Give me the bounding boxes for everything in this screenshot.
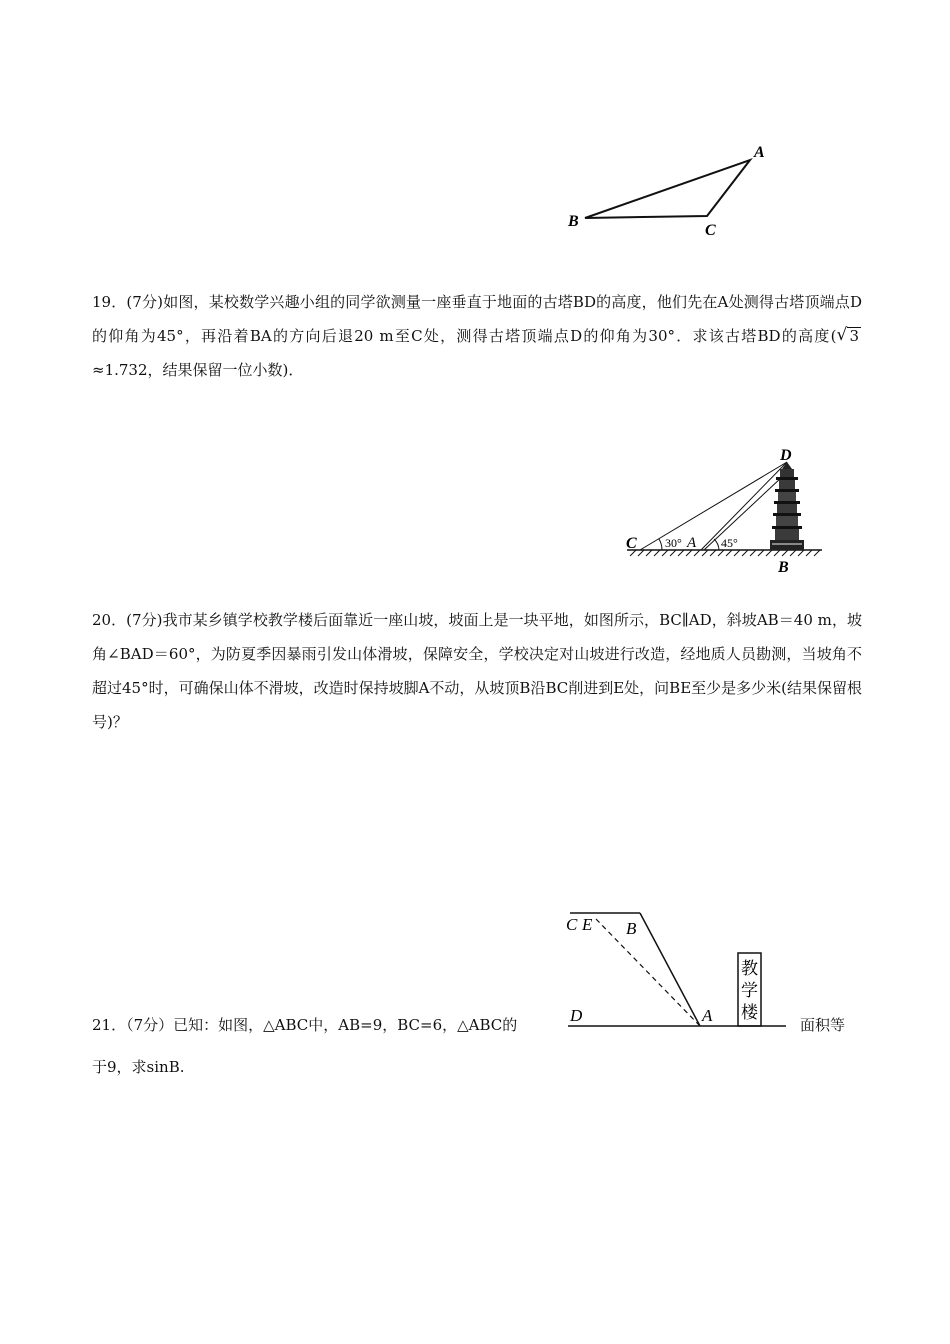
fig20-label-e: E [582, 915, 593, 934]
fig18-label-a: A [754, 144, 765, 161]
problem-19-text-after: ≈1.732，结果保留一位小数)． [92, 361, 304, 379]
fig19-label-b: B [778, 559, 789, 575]
problem-19-text [92, 285, 862, 387]
fig20-label-c: C [566, 915, 578, 934]
triangle-abc [585, 160, 750, 218]
problem-21-text-line2: 于9，求sinB. [92, 1058, 185, 1076]
problem-21-text-end: 面积等 [800, 1016, 846, 1034]
fig19-label-d: D [780, 447, 792, 464]
fig20-label-a: A [702, 1006, 713, 1025]
building-label-3: 楼 [741, 1003, 758, 1022]
problem-19-text-before: 19．(7分)如图，某校数学兴趣小组的同学欲测量一座垂直于地面的古塔BD的高度，他们先在A处测得古塔顶端点D的仰角为45°，再沿着BA的方向后退20 m至C处，测得古塔顶端点D的仰角为30°．求该古塔BD的高度( [92, 293, 862, 345]
pagoda-icon [770, 462, 804, 550]
fig20-label-d: D [570, 1006, 583, 1025]
fig19-angle-30: 30° [665, 536, 682, 550]
sqrt-3-expression [836, 319, 861, 353]
problem-21-text-start: 21．（7分）已知：如图，△ABC中，AB=9，BC=6，△ABC的 [92, 1016, 518, 1034]
fig19-label-c: C [626, 535, 637, 552]
fig19-label-a: A [687, 535, 697, 551]
pagoda-figure [622, 445, 827, 575]
fig19-angle-45: 45° [721, 536, 738, 550]
slope-ab [640, 913, 700, 1026]
problem-20-text: 20．(7分)我市某乡镇学校教学楼后面靠近一座山坡，坡面上是一块平地，如图所示，BC∥AD，斜坡AB＝40 m，坡角∠BAD＝60°，为防夏季因暴雨引发山体滑坡，保障安全，学校决定对山坡进行改造，经地质人员勘测，当坡角不超过45°时，可确保山体不滑坡，改造时保持坡脚A不动，从坡顶B沿BC削进到E处，问BE至少是多少米(结果保留根号)？ [92, 611, 862, 731]
triangle-abc-figure [560, 138, 780, 238]
angle-arc-30 [659, 539, 662, 550]
ground-hatching [630, 550, 820, 556]
sqrt-sign-icon: √ [836, 325, 848, 345]
fig20-label-b: B [626, 919, 637, 938]
sqrt-radicand: 3 [849, 327, 859, 345]
fig18-label-c: C [705, 222, 716, 238]
angle-arc-45 [714, 539, 719, 550]
building-label-1: 教 [741, 959, 758, 978]
fig18-label-b: B [568, 213, 579, 230]
slope-figure [562, 905, 794, 1035]
building-label-2: 学 [741, 981, 758, 1000]
slope-ae-dashed [596, 919, 700, 1026]
